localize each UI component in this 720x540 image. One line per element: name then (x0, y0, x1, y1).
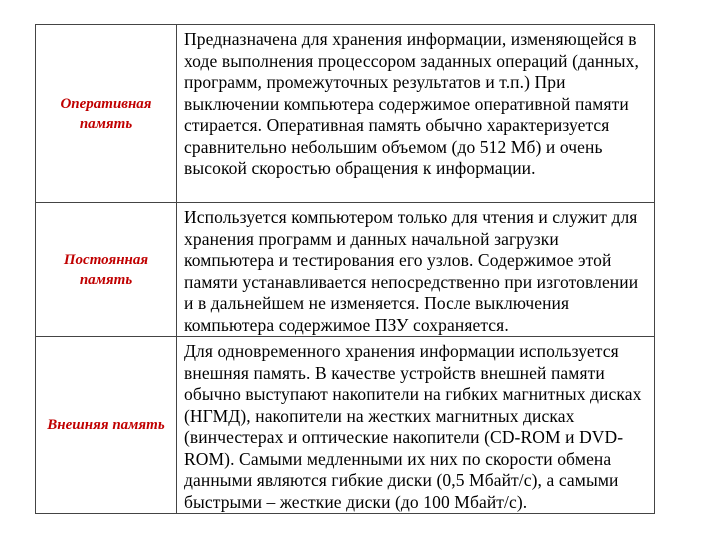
row-label-cell (36, 337, 177, 514)
row-label-cell (36, 203, 177, 337)
row-description: Используется компьютером только для чтения и служит для хранения программ и данных начальной загрузки компьютера и тестирования его узлов. Содержимое этой памяти устанавливается непосредственно при изготовлении и в дальнейшем не изменяется. После выключения компьютера содержимое ПЗУ сохраняется. (177, 203, 655, 337)
row-label: Внешняя память (47, 417, 165, 433)
table-row-external (36, 337, 655, 514)
memory-types-table (35, 24, 655, 514)
table-row-ram (36, 25, 655, 203)
row-label: Оперативная память (60, 95, 152, 132)
row-label-cell (36, 25, 177, 203)
row-label: Постоянная память (63, 251, 149, 288)
table-row-rom (36, 203, 655, 337)
row-description: Для одновременного хранения информации используется внешняя память. В качестве устройств внешней памяти обычно выступают накопители на гибких магнитных дисках (НГМД), накопители на жестких магнитных дисках (винчестерах и оптические накопители (CD-ROM и DVD-ROM). Самыми медленными их них по скорости обмена данными являются гибкие диски (0,5 Мбайт/с), а самыми быстрыми – жесткие диски (до 100 Мбайт/с). (177, 337, 655, 514)
row-description: Предназначена для хранения информации, изменяющейся в ходе выполнения процессором заданных операций (данных, программ, промежуточных результатов и т.п.) При выключении компьютера содержимое оперативной памяти стирается. Оперативная память обычно характеризуется сравнительно небольшим объемом (до 512 Мб) и очень высокой скоростью обращения к информации. (177, 25, 655, 203)
